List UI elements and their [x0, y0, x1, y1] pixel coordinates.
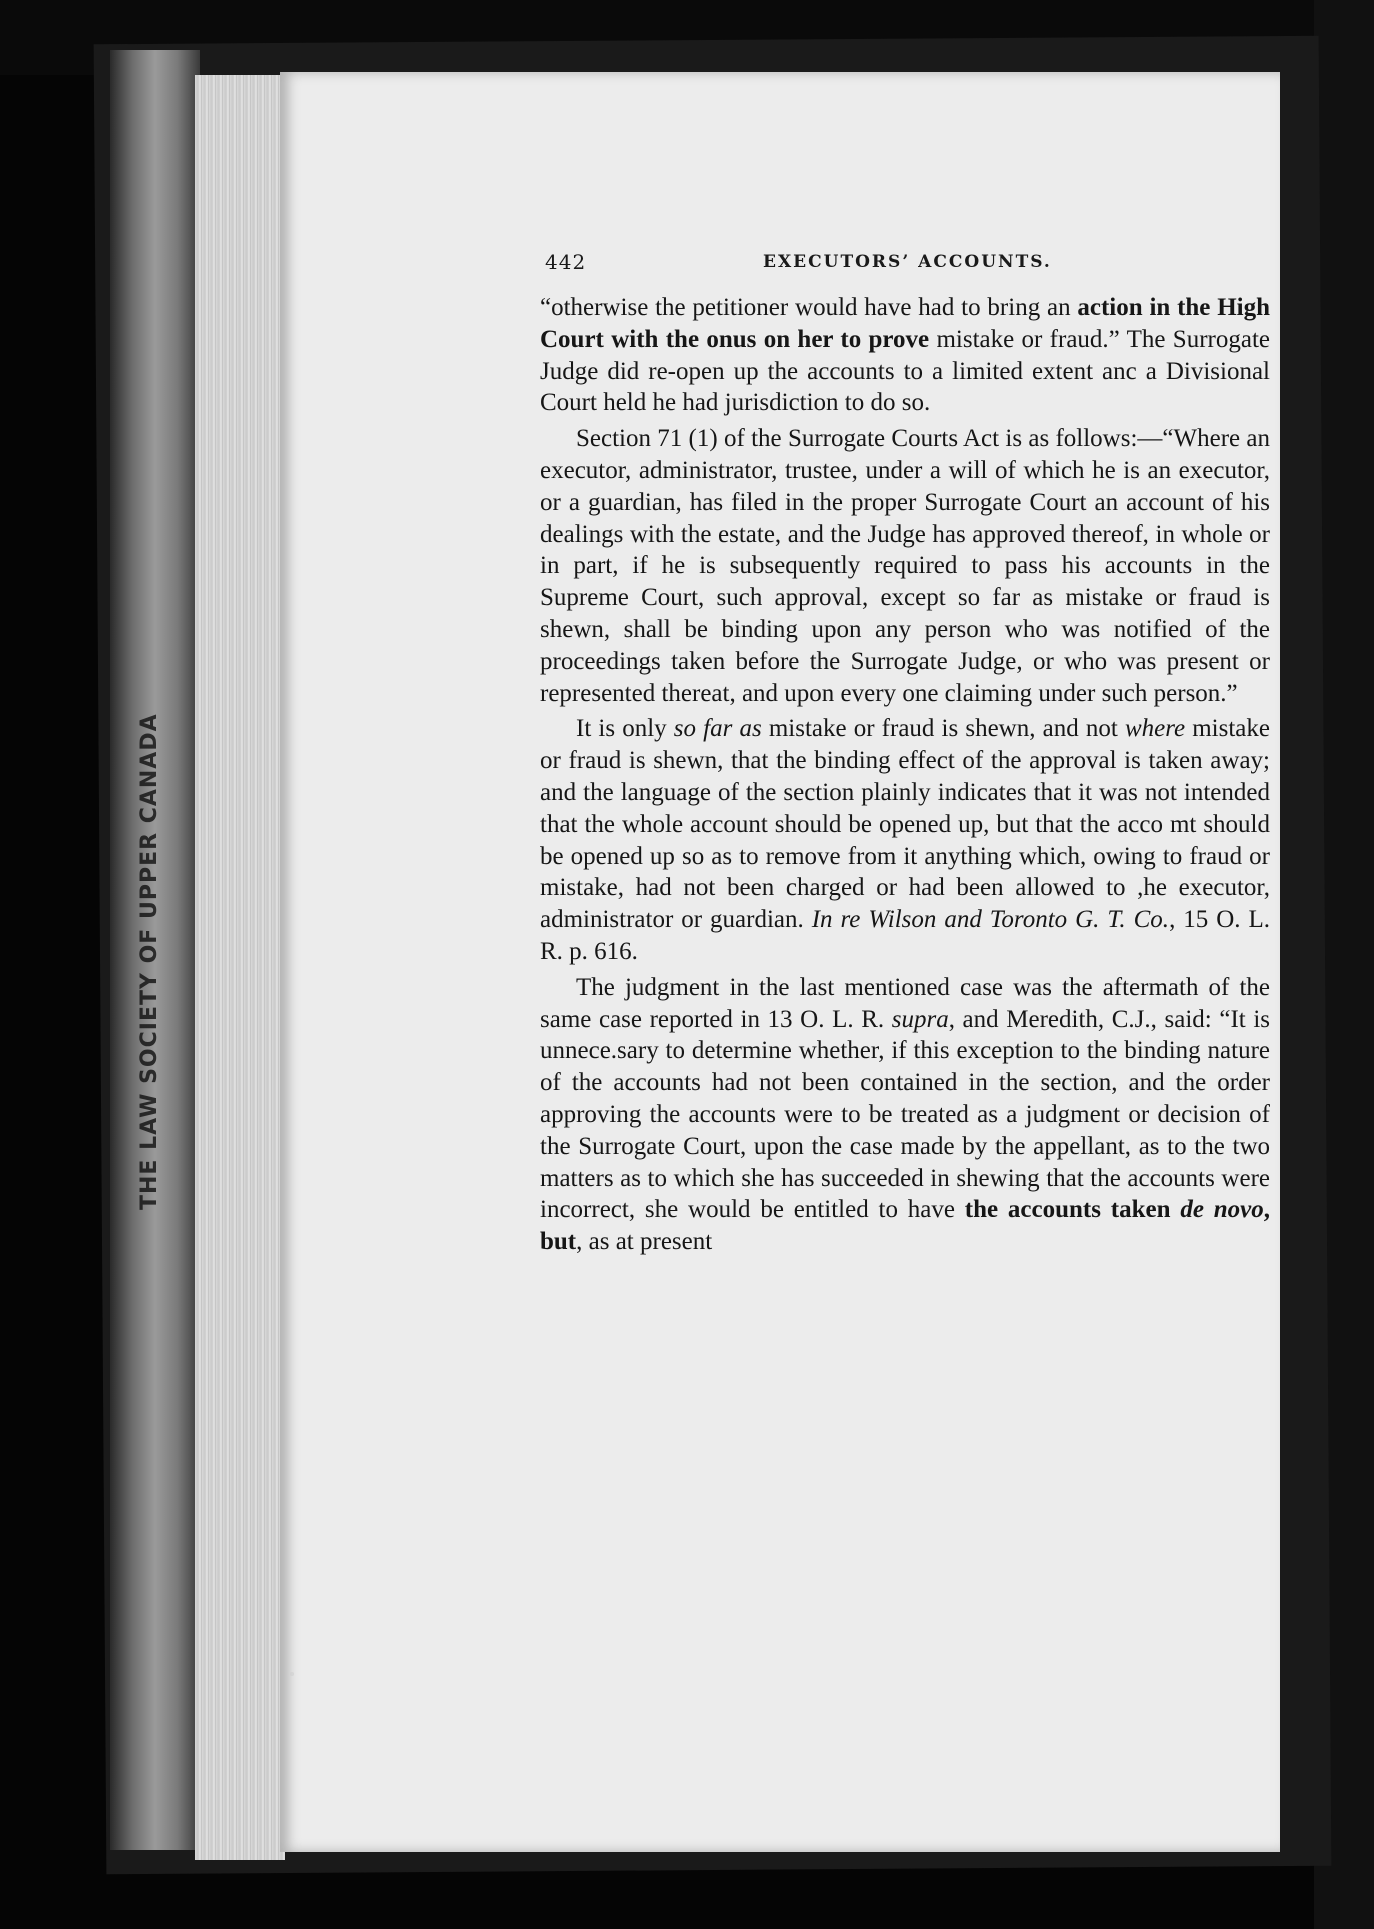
text-run: de novo [1180, 1196, 1264, 1224]
text-run: the accounts taken [964, 1196, 1181, 1224]
text-run: , as at present [576, 1228, 713, 1256]
paragraph [540, 972, 1270, 1258]
text-run: In re Wilson and Toronto G. T. Co. [811, 906, 1170, 934]
paragraph [540, 713, 1270, 967]
text-run: supra [891, 1005, 949, 1033]
text-run: mistake or fraud is shewn, that the binding effect of the approval is taken away; and the language of the section plainly indicates that it was not intended that the whole account should be opened up, but that the acco mt should be opened up so as to remove from it anything which, owing to fraud or mistake, had not been charged or had been allowed to ,he executor, administrator or guardian. [540, 715, 1270, 934]
text-run: It is only [576, 715, 674, 743]
spine-stamp-text: THE LAW SOCIETY OF UPPER CANADA [137, 713, 162, 1210]
text-run: , and Meredith, C.J., said: “It is unnece.sary to determine whether, if this exception to the binding nature of the accounts had not been contained in the section, and the order approving the accounts were to be treated as a judgment or decision of the Surrogate Court, upon the case made by the appellant, as to the two matters as to which she has succeeded in shewing that the accounts were incorrect, she would be entitled to have [540, 1005, 1270, 1224]
text-run: Section 71 (1) of the Surrogate Courts Act is as follows:—“Where an executor, administrator, trustee, under a will of which he is an executor, or a guardian, has filed in the proper Surrogate Court an account of his dealings with the estate, and the Judge has approved thereof, in whole or in part, if he is subsequently required to pass his accounts in the Supreme Court, such approval, except so far as mistake or fraud is shewn, shall be binding upon any person who was notified of the proceedings taken before the Surrogate Judge, or who was present or represented thereat, and upon every one claiming under such person.” [540, 425, 1270, 707]
text-run: so far as [673, 715, 762, 743]
page-header [545, 250, 1065, 280]
text-run: mistake or fraud is shewn, and not [761, 715, 1125, 743]
body-text [540, 292, 1270, 1258]
page-number: 442 [545, 250, 587, 274]
page-edges [195, 75, 285, 1860]
running-head: EXECUTORS’ ACCOUNTS. [763, 252, 1052, 272]
text-run: , but [540, 1196, 1270, 1256]
paragraph [540, 423, 1270, 709]
text-run: mistake or fraud.” The Surrogate Judge did re-open up the accounts to a limited extent anc a Divisional Court held he had jurisdiction to do so. [540, 325, 1270, 417]
text-run: , 15 O. L. R. p. 616. [540, 906, 1270, 965]
paragraph [540, 292, 1270, 419]
text-run: action in the High Court with the onus on her to prove [540, 294, 1270, 353]
text-run: where [1124, 715, 1186, 743]
text-run: “otherwise the petitioner would have had to bring an [540, 294, 1078, 321]
text-run: The judgment in the last mentioned case was the aftermath of the same case reported in 13 O. L. R. [540, 973, 1270, 1033]
